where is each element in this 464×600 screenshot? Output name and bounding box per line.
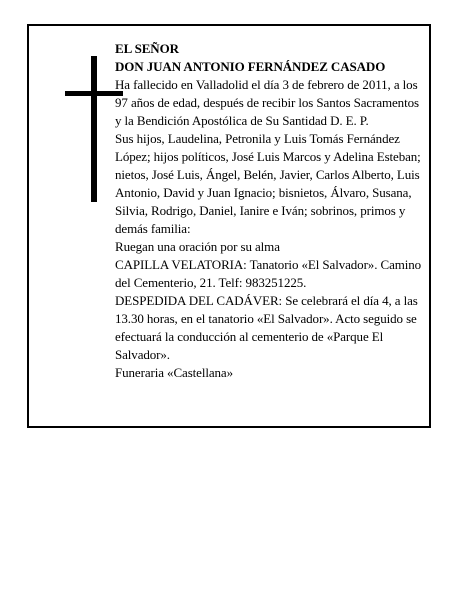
obituary-notice — [27, 24, 431, 428]
chapel-info: CAPILLA VELATORIA: Tanatorio «El Salvador». Camino del Cementerio, 21. Telf: 983251225. — [115, 257, 422, 290]
prayer-request: Ruegan una oración por su alma — [115, 239, 280, 254]
heading-name: DON JUAN ANTONIO FERNÁNDEZ CASADO — [115, 59, 386, 74]
death-announcement: Ha fallecido en Valladolid el día 3 de febrero de 2011, a los 97 años de edad, después de recibir los Santos Sacramentos y la Bendición Apostólica de Su Santidad D. E. P. — [115, 77, 419, 128]
farewell-info: DESPEDIDA DEL CADÁVER: Se celebrará el día 4, a las 13.30 horas, en el tanatorio «El Salvador». Acto seguido se efectuará la conducción al cementerio de «Parque El Salvador». — [115, 293, 418, 362]
heading-title: EL SEÑOR — [115, 41, 179, 56]
notice-text — [115, 40, 427, 382]
family-list: Sus hijos, Laudelina, Petronila y Luis Tomás Fernández López; hijos políticos, José Luis Marcos y Adelina Esteban; nietos, José Luis, Ángel, Belén, Javier, Carlos Alberto, Luis Antonio, David y Juan Ignacio; bisnietos, Álvaro, Susana, Silvia, Rodrigo, Daniel, Ianire e Iván; sobrinos, primos y demás familia: — [115, 131, 421, 236]
cross-vertical-bar — [91, 56, 97, 202]
funeral-home: Funeraria «Castellana» — [115, 365, 234, 380]
